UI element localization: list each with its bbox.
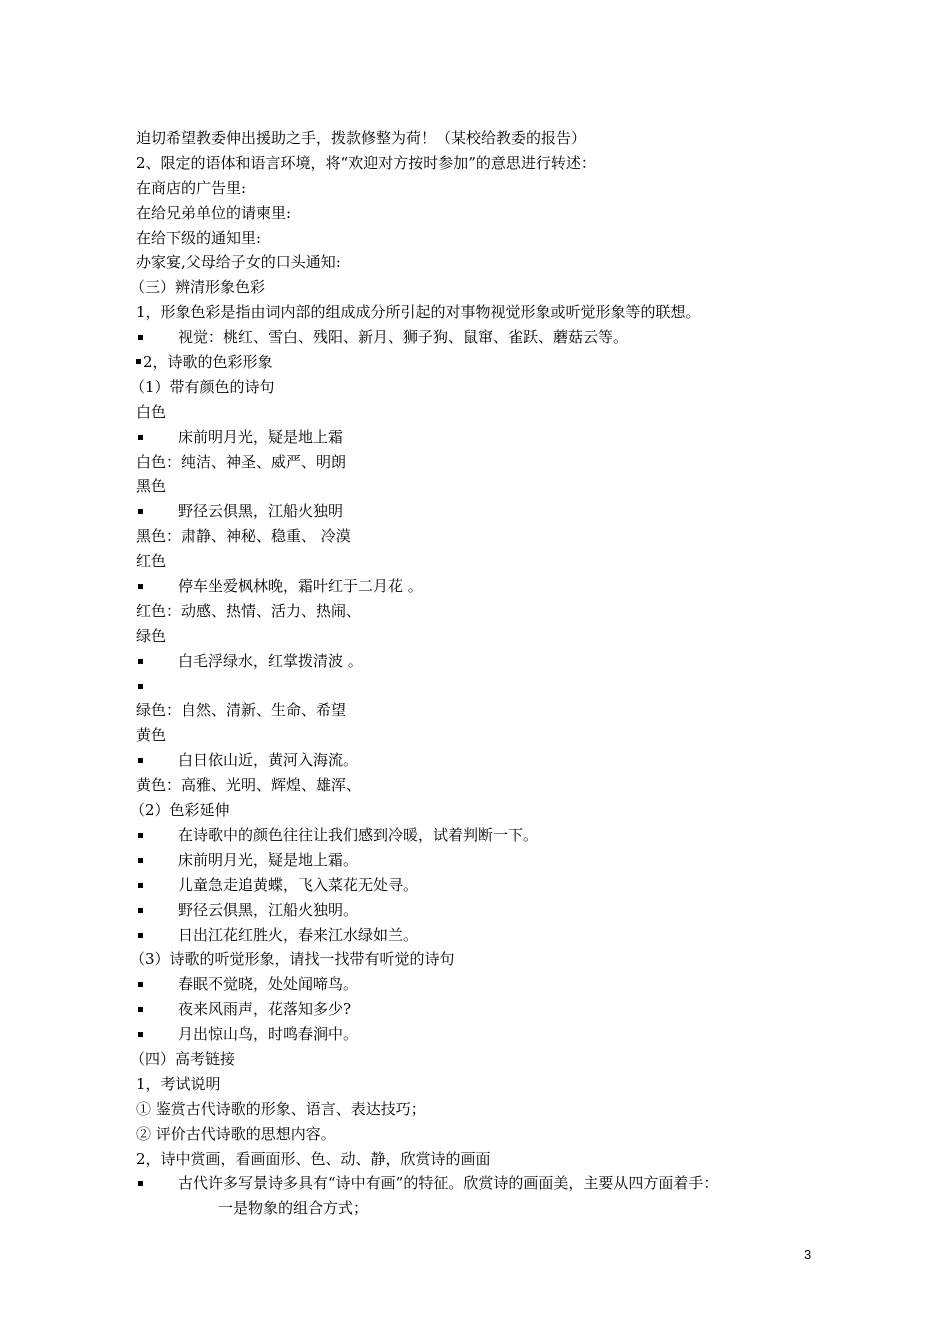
bullet-text: 古代许多写景诗多具有“诗中有画”的特征。欣赏诗的画面美，主要从四方面着手： bbox=[178, 1174, 719, 1193]
text-line: 黄色 bbox=[136, 726, 167, 745]
bullet-item bbox=[136, 997, 836, 1022]
bullet-icon bbox=[138, 1007, 143, 1012]
text-line: 在给下级的通知里: bbox=[136, 228, 262, 247]
text-line: 绿色 bbox=[136, 626, 167, 645]
bullet-icon bbox=[138, 1181, 143, 1186]
bullet-text: 白毛浮绿水，红掌拨清波 。 bbox=[178, 651, 363, 670]
bullet-text: 停车坐爱枫林晚，霜叶红于二月花 。 bbox=[178, 577, 423, 596]
page-number: 3 bbox=[804, 1247, 812, 1262]
text-line: 2，诗中赏画，看画面形、色、动、静，欣赏诗的画面 bbox=[136, 1149, 491, 1168]
text-line: 迫切希望教委伸出援助之手，拨款修整为荷！（某校给教委的报告） bbox=[136, 129, 587, 147]
bullet-icon bbox=[138, 758, 143, 763]
text-line: 绿色：自然、清新、生命、希望 bbox=[136, 701, 347, 720]
body-text bbox=[130, 126, 836, 1221]
bullet-icon bbox=[138, 684, 143, 689]
bullet-icon bbox=[138, 435, 143, 440]
bullet-item bbox=[136, 499, 836, 524]
bullet-icon bbox=[138, 933, 143, 938]
bullet-text: 夜来风雨声，花落知多少? bbox=[178, 1000, 352, 1019]
bullet-icon bbox=[138, 883, 143, 888]
text-line: 在给兄弟单位的请柬里: bbox=[136, 203, 292, 222]
bullet-text: 儿童急走追黄蝶，飞入菜花无处寻。 bbox=[178, 875, 419, 894]
sub-heading: （3）诗歌的听觉形象，请找一找带有听觉的诗句 bbox=[130, 950, 455, 969]
text-line: 红色 bbox=[136, 552, 167, 571]
text-line: 一是物象的组合方式； bbox=[218, 1199, 369, 1218]
bullet-text: 床前明月光，疑是地上霜 bbox=[178, 427, 344, 446]
bullet-icon bbox=[138, 833, 143, 838]
bullet-text: 2，诗歌的色彩形象 bbox=[143, 353, 273, 372]
bullet-item bbox=[136, 574, 836, 599]
bullet-text: 视觉：桃红、雪白、残阳、新月、狮子狗、鼠窜、雀跃、蘑菇云等。 bbox=[178, 328, 629, 347]
section-heading: （三）辨清形象色彩 bbox=[130, 278, 266, 297]
text-line: 红色：动感、热情、活力、热闹、 bbox=[136, 601, 362, 620]
bullet-item bbox=[136, 350, 836, 375]
bullet-icon bbox=[138, 908, 143, 913]
bullet-text: 在诗歌中的颜色往往让我们感到冷暖，试着判断一下。 bbox=[178, 825, 539, 844]
bullet-text: 野径云俱黑，江船火独明。 bbox=[178, 900, 359, 919]
text-line: 在商店的广告里: bbox=[136, 178, 247, 197]
text-line: 2、限定的语体和语言环境，将“欢迎对方按时参加”的意思进行转述： bbox=[136, 153, 596, 172]
bullet-item bbox=[136, 898, 836, 923]
text-line: 黑色：肃静、神秘、稳重、 冷漠 bbox=[136, 527, 351, 546]
sub-heading: （1）带有颜色的诗句 bbox=[130, 377, 275, 396]
text-line: 白色 bbox=[136, 402, 167, 421]
bullet-text: 月出惊山鸟，时鸣春涧中。 bbox=[178, 1025, 359, 1044]
bullet-item bbox=[136, 1022, 836, 1047]
bullet-item bbox=[136, 848, 836, 873]
bullet-text: 床前明月光，疑是地上霜。 bbox=[178, 850, 359, 869]
bullet-item bbox=[136, 923, 836, 948]
text-line: 黄色：高雅、光明、辉煌、雄浑、 bbox=[136, 776, 362, 795]
bullet-item bbox=[136, 823, 836, 848]
bullet-item-empty bbox=[136, 674, 836, 699]
bullet-icon bbox=[138, 858, 143, 863]
bullet-item bbox=[136, 425, 836, 450]
text-line: 1，形象色彩是指由词内部的组成成分所引起的对事物视觉形象或听觉形象等的联想。 bbox=[136, 303, 701, 322]
text-line: 白色：纯洁、神圣、威严、明朗 bbox=[136, 452, 347, 471]
text-line: 办家宴,父母给子女的口头通知: bbox=[136, 253, 341, 272]
text-line: 黑色 bbox=[136, 477, 167, 496]
sub-heading: （2）色彩延伸 bbox=[130, 801, 230, 820]
bullet-text: 野径云俱黑，江船火独明 bbox=[178, 502, 344, 521]
text-line: ② 评价古代诗歌的思想内容。 bbox=[136, 1124, 336, 1143]
bullet-text: 春眠不觉晓，处处闻啼鸟。 bbox=[178, 975, 359, 994]
bullet-icon bbox=[136, 359, 141, 364]
bullet-item bbox=[136, 972, 836, 997]
bullet-item bbox=[136, 873, 836, 898]
bullet-icon bbox=[138, 659, 143, 664]
bullet-icon bbox=[138, 584, 143, 589]
bullet-item bbox=[136, 649, 836, 674]
bullet-item bbox=[136, 1171, 836, 1196]
bullet-item bbox=[136, 325, 836, 350]
bullet-item bbox=[136, 748, 836, 773]
section-heading: （四）高考链接 bbox=[130, 1049, 236, 1068]
bullet-text: 白日依山近，黄河入海流。 bbox=[178, 751, 359, 770]
bullet-icon bbox=[138, 982, 143, 987]
text-line: ① 鉴赏古代诗歌的形象、语言、表达技巧； bbox=[136, 1099, 426, 1118]
bullet-icon bbox=[138, 509, 143, 514]
bullet-icon bbox=[138, 1032, 143, 1037]
text-line: 1，考试说明 bbox=[136, 1074, 221, 1093]
bullet-icon bbox=[138, 335, 143, 340]
bullet-text: 日出江花红胜火，春来江水绿如兰。 bbox=[178, 925, 419, 944]
